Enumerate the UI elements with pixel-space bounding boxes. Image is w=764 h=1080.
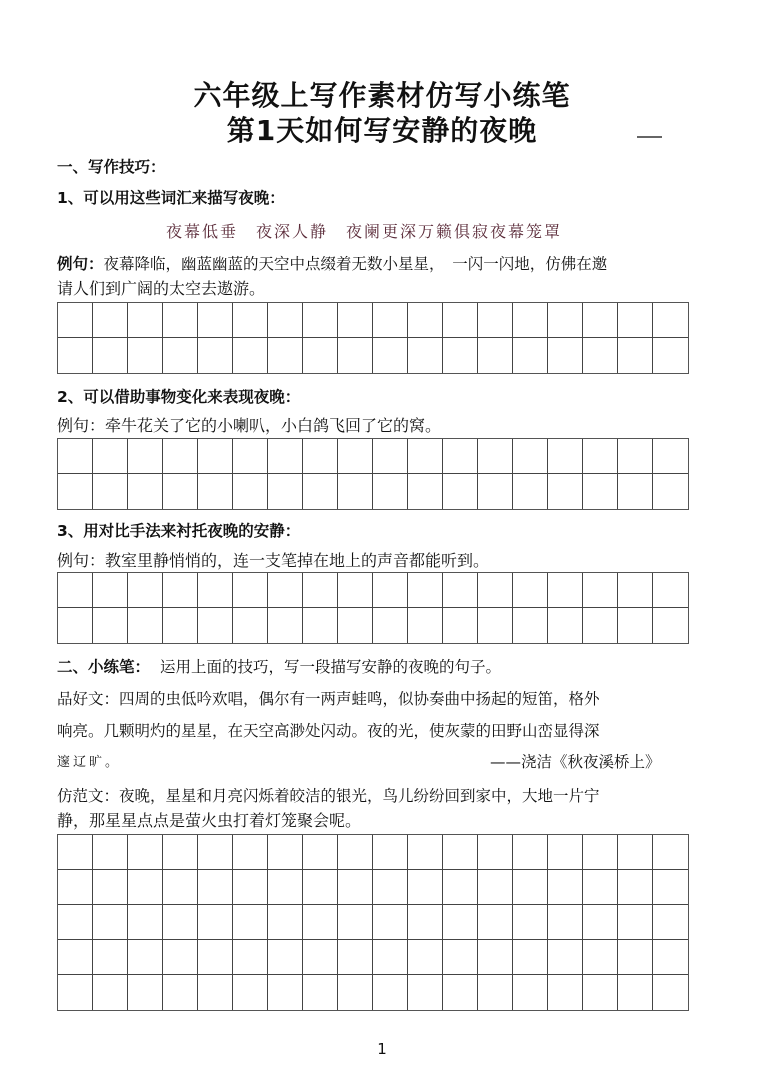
grid-cell[interactable]	[128, 303, 163, 338]
grid-cell[interactable]	[233, 474, 268, 509]
grid-cell[interactable]	[198, 835, 233, 870]
grid-cell[interactable]	[268, 608, 303, 643]
grid-cell[interactable]	[373, 870, 408, 905]
grid-cell[interactable]	[583, 303, 618, 338]
section2-heading-row	[57, 655, 501, 677]
example-text: 夜幕降临，幽蓝幽蓝的天空中点缀着无数小星星， 一闪一闪地，仿佛在邀	[103, 255, 608, 273]
grid-cell[interactable]	[198, 870, 233, 905]
grid-cell[interactable]	[58, 975, 93, 1010]
grid-cell[interactable]	[163, 439, 198, 474]
grid-cell[interactable]	[233, 573, 268, 608]
grid-cell[interactable]	[513, 975, 548, 1010]
grid-cell[interactable]	[93, 573, 128, 608]
grid-cell[interactable]	[128, 870, 163, 905]
grid-cell[interactable]	[618, 835, 653, 870]
grid-cell[interactable]	[373, 608, 408, 643]
grid-cell[interactable]	[338, 439, 373, 474]
example-label: 例句：	[57, 255, 104, 273]
grid-cell[interactable]	[373, 303, 408, 338]
grid-cell[interactable]	[268, 835, 303, 870]
grid-cell[interactable]	[93, 303, 128, 338]
tip1-heading: 1、可以用这些词汇来描写夜晚：	[57, 189, 285, 207]
grid-cell[interactable]	[58, 870, 93, 905]
grid-cell[interactable]	[233, 975, 268, 1010]
grid-cell[interactable]	[338, 338, 373, 373]
grid-cell[interactable]	[548, 835, 583, 870]
grid-cell[interactable]	[338, 905, 373, 940]
good-text-line2: 响亮。几颗明灼的星星，在天空高渺处闪动。夜的光，使灰蒙的田野山峦显得深	[57, 722, 600, 740]
grid-cell[interactable]	[268, 303, 303, 338]
grid-cell[interactable]	[58, 338, 93, 373]
grid-cell[interactable]	[513, 940, 548, 975]
grid-cell[interactable]	[408, 940, 443, 975]
grid-cell[interactable]	[618, 870, 653, 905]
grid-cell[interactable]	[548, 439, 583, 474]
grid-cell[interactable]	[548, 870, 583, 905]
grid-cell[interactable]	[198, 303, 233, 338]
grid-cell[interactable]	[233, 940, 268, 975]
grid-cell[interactable]	[163, 835, 198, 870]
grid-cell[interactable]	[373, 474, 408, 509]
grid-cell[interactable]	[198, 338, 233, 373]
grid-cell[interactable]	[583, 905, 618, 940]
grid-cell[interactable]	[303, 905, 338, 940]
grid-cell[interactable]	[163, 474, 198, 509]
grid-cell[interactable]	[58, 439, 93, 474]
grid-cell[interactable]	[198, 975, 233, 1010]
grid-cell[interactable]	[618, 975, 653, 1010]
grid-cell[interactable]	[548, 940, 583, 975]
grid-cell[interactable]	[478, 975, 513, 1010]
tip3-example: 例句：教室里静悄悄的，连一支笔掉在地上的声音都能听到。	[57, 551, 490, 570]
tip3-heading: 3、用对比手法来衬托夜晚的安静：	[57, 522, 301, 540]
grid-cell[interactable]	[548, 303, 583, 338]
grid-cell[interactable]	[373, 835, 408, 870]
grid-cell[interactable]	[373, 975, 408, 1010]
grid-cell[interactable]	[408, 474, 443, 509]
grid-cell[interactable]	[268, 940, 303, 975]
grid-cell[interactable]	[653, 338, 688, 373]
grid-cell[interactable]	[408, 975, 443, 1010]
grid-cell[interactable]	[58, 303, 93, 338]
grid-cell[interactable]	[303, 338, 338, 373]
grid-cell[interactable]	[548, 975, 583, 1010]
grid-cell[interactable]	[443, 905, 478, 940]
grid-cell[interactable]	[303, 608, 338, 643]
grid-cell[interactable]	[618, 439, 653, 474]
grid-cell[interactable]	[478, 870, 513, 905]
section1-heading: 一、写作技巧：	[57, 158, 166, 176]
grid-cell[interactable]	[373, 905, 408, 940]
grid-cell[interactable]	[583, 835, 618, 870]
grid-cell[interactable]	[338, 303, 373, 338]
grid-cell[interactable]	[618, 338, 653, 373]
grid-cell[interactable]	[373, 573, 408, 608]
grid-cell[interactable]	[128, 608, 163, 643]
grid-cell[interactable]	[233, 870, 268, 905]
grid-cell[interactable]	[373, 940, 408, 975]
grid-cell[interactable]	[653, 573, 688, 608]
decorative-line	[637, 136, 662, 138]
grid-cell[interactable]	[408, 608, 443, 643]
grid-cell[interactable]	[233, 608, 268, 643]
grid-cell[interactable]	[268, 573, 303, 608]
grid-cell[interactable]	[583, 338, 618, 373]
grid-cell[interactable]	[93, 905, 128, 940]
grid-cell[interactable]	[233, 439, 268, 474]
grid-cell[interactable]	[513, 835, 548, 870]
grid-cell[interactable]	[583, 940, 618, 975]
grid-cell[interactable]	[618, 905, 653, 940]
grid-cell[interactable]	[338, 835, 373, 870]
grid-cell[interactable]	[303, 835, 338, 870]
grid-cell[interactable]	[268, 338, 303, 373]
grid-cell[interactable]	[513, 338, 548, 373]
grid-cell[interactable]	[618, 608, 653, 643]
grid-cell[interactable]	[338, 870, 373, 905]
grid-cell[interactable]	[303, 940, 338, 975]
grid-cell[interactable]	[128, 338, 163, 373]
grid-cell[interactable]	[303, 439, 338, 474]
grid-cell[interactable]	[233, 338, 268, 373]
grid-cell[interactable]	[93, 474, 128, 509]
grid-cell[interactable]	[373, 338, 408, 373]
grid-cell[interactable]	[163, 940, 198, 975]
grid-cell[interactable]	[513, 303, 548, 338]
grid-cell[interactable]	[618, 940, 653, 975]
grid-cell[interactable]	[198, 905, 233, 940]
grid-cell[interactable]	[198, 474, 233, 509]
page-title: 六年级上写作素材仿写小练笔	[193, 79, 571, 112]
grid-cell[interactable]	[548, 905, 583, 940]
grid-cell[interactable]	[128, 975, 163, 1010]
grid-cell[interactable]	[653, 835, 688, 870]
grid-cell[interactable]	[163, 573, 198, 608]
grid-cell[interactable]	[513, 608, 548, 643]
grid-cell[interactable]	[198, 940, 233, 975]
grid-cell[interactable]	[93, 940, 128, 975]
grid-cell[interactable]	[443, 608, 478, 643]
grid-cell[interactable]	[443, 573, 478, 608]
grid-cell[interactable]	[478, 608, 513, 643]
grid-cell[interactable]	[653, 975, 688, 1010]
grid-cell[interactable]	[548, 573, 583, 608]
grid-cell[interactable]	[338, 975, 373, 1010]
tip1-example-line1	[57, 252, 607, 274]
grid-cell[interactable]	[653, 905, 688, 940]
grid-cell[interactable]	[478, 474, 513, 509]
grid-cell[interactable]	[58, 573, 93, 608]
grid-cell[interactable]	[128, 474, 163, 509]
grid-cell[interactable]	[408, 835, 443, 870]
grid-cell[interactable]	[268, 870, 303, 905]
grid-cell[interactable]	[128, 439, 163, 474]
grid-cell[interactable]	[583, 439, 618, 474]
grid-cell[interactable]	[373, 439, 408, 474]
grid-cell[interactable]	[443, 303, 478, 338]
section2-heading: 二、小练笔：	[57, 658, 151, 676]
grid-cell[interactable]	[58, 835, 93, 870]
grid-cell[interactable]	[163, 303, 198, 338]
writing-grid-1[interactable]	[57, 302, 689, 374]
grid-cell[interactable]	[93, 608, 128, 643]
grid-cell[interactable]	[233, 303, 268, 338]
grid-cell[interactable]	[443, 338, 478, 373]
grid-cell[interactable]	[163, 870, 198, 905]
vocab-list: 夜幕低垂 夜深人静 夜阑更深万籁俱寂夜幕笼罩	[166, 222, 563, 241]
grid-cell[interactable]	[198, 573, 233, 608]
grid-cell[interactable]	[443, 835, 478, 870]
grid-cell[interactable]	[583, 573, 618, 608]
grid-cell[interactable]	[548, 338, 583, 373]
grid-cell[interactable]	[478, 303, 513, 338]
grid-cell[interactable]	[653, 940, 688, 975]
grid-cell[interactable]	[163, 608, 198, 643]
grid-cell[interactable]	[513, 474, 548, 509]
grid-cell[interactable]	[653, 870, 688, 905]
grid-cell[interactable]	[163, 338, 198, 373]
grid-cell[interactable]	[268, 439, 303, 474]
page-number: 1	[377, 1040, 387, 1058]
grid-cell[interactable]	[338, 474, 373, 509]
grid-cell[interactable]	[513, 573, 548, 608]
grid-cell[interactable]	[268, 975, 303, 1010]
page-subtitle: 第1天如何写安静的夜晚	[226, 114, 538, 147]
grid-cell[interactable]	[58, 940, 93, 975]
tip2-example: 例句：牵牛花关了它的小喇叭，小白鸽飞回了它的窝。	[57, 416, 442, 435]
grid-cell[interactable]	[653, 303, 688, 338]
grid-cell[interactable]	[233, 835, 268, 870]
grid-cell[interactable]	[408, 870, 443, 905]
grid-cell[interactable]	[443, 474, 478, 509]
grid-cell[interactable]	[408, 573, 443, 608]
grid-cell[interactable]	[338, 573, 373, 608]
grid-cell[interactable]	[583, 608, 618, 643]
grid-cell[interactable]	[583, 975, 618, 1010]
grid-cell[interactable]	[128, 835, 163, 870]
grid-cell[interactable]	[478, 573, 513, 608]
grid-cell[interactable]	[93, 870, 128, 905]
grid-cell[interactable]	[513, 905, 548, 940]
grid-cell[interactable]	[478, 338, 513, 373]
grid-cell[interactable]	[268, 905, 303, 940]
grid-cell[interactable]	[408, 303, 443, 338]
model-text-line1: 仿范文：夜晚，星星和月亮闪烁着皎洁的银光，鸟儿纷纷回到家中，大地一片宁	[57, 787, 600, 805]
grid-cell[interactable]	[443, 975, 478, 1010]
grid-cell[interactable]	[93, 835, 128, 870]
grid-cell[interactable]	[163, 905, 198, 940]
grid-cell[interactable]	[268, 474, 303, 509]
grid-cell[interactable]	[478, 835, 513, 870]
grid-cell[interactable]	[583, 870, 618, 905]
model-text-line2: 静，那星星点点是萤火虫打着灯笼聚会呢。	[57, 811, 362, 830]
grid-cell[interactable]	[618, 303, 653, 338]
writing-grid-2[interactable]	[57, 438, 689, 510]
grid-cell[interactable]	[618, 474, 653, 509]
grid-cell[interactable]	[653, 474, 688, 509]
grid-cell[interactable]	[513, 870, 548, 905]
attribution: ——浇洁《秋夜溪桥上》	[490, 753, 661, 771]
grid-cell[interactable]	[443, 870, 478, 905]
grid-cell[interactable]	[653, 439, 688, 474]
grid-cell[interactable]	[93, 975, 128, 1010]
grid-cell[interactable]	[303, 573, 338, 608]
grid-cell[interactable]	[93, 439, 128, 474]
grid-cell[interactable]	[303, 870, 338, 905]
grid-cell[interactable]	[303, 474, 338, 509]
grid-cell[interactable]	[408, 439, 443, 474]
grid-cell[interactable]	[478, 905, 513, 940]
grid-cell[interactable]	[338, 608, 373, 643]
grid-cell[interactable]	[583, 474, 618, 509]
good-text-line1: 品好文：四周的虫低吟欢唱，偶尔有一两声蛙鸣，似协奏曲中扬起的短笛，格外	[57, 690, 600, 708]
grid-cell[interactable]	[408, 905, 443, 940]
grid-cell[interactable]	[443, 940, 478, 975]
grid-cell[interactable]	[513, 439, 548, 474]
grid-cell[interactable]	[93, 338, 128, 373]
grid-cell[interactable]	[443, 439, 478, 474]
grid-cell[interactable]	[128, 573, 163, 608]
tip1-example-line2: 请人们到广阔的太空去遨游。	[57, 279, 266, 298]
grid-cell[interactable]	[128, 940, 163, 975]
grid-cell[interactable]	[163, 975, 198, 1010]
grid-cell[interactable]	[478, 940, 513, 975]
good-text-line3: 邃辽旷。	[57, 755, 122, 770]
grid-cell[interactable]	[618, 573, 653, 608]
writing-grid-3[interactable]	[57, 572, 689, 644]
grid-cell[interactable]	[128, 905, 163, 940]
tip2-heading: 2、可以借助事物变化来表现夜晚：	[57, 388, 301, 406]
grid-cell[interactable]	[198, 608, 233, 643]
grid-cell[interactable]	[58, 905, 93, 940]
grid-cell[interactable]	[233, 905, 268, 940]
grid-cell[interactable]	[548, 608, 583, 643]
grid-cell[interactable]	[478, 439, 513, 474]
grid-cell[interactable]	[58, 608, 93, 643]
writing-grid-4[interactable]	[57, 834, 689, 1011]
grid-cell[interactable]	[198, 439, 233, 474]
section2-instruction: 运用上面的技巧，写一段描写安静的夜晚的句子。	[160, 658, 502, 676]
grid-cell[interactable]	[338, 940, 373, 975]
grid-cell[interactable]	[303, 303, 338, 338]
grid-cell[interactable]	[408, 338, 443, 373]
grid-cell[interactable]	[303, 975, 338, 1010]
grid-cell[interactable]	[548, 474, 583, 509]
grid-cell[interactable]	[653, 608, 688, 643]
grid-cell[interactable]	[58, 474, 93, 509]
